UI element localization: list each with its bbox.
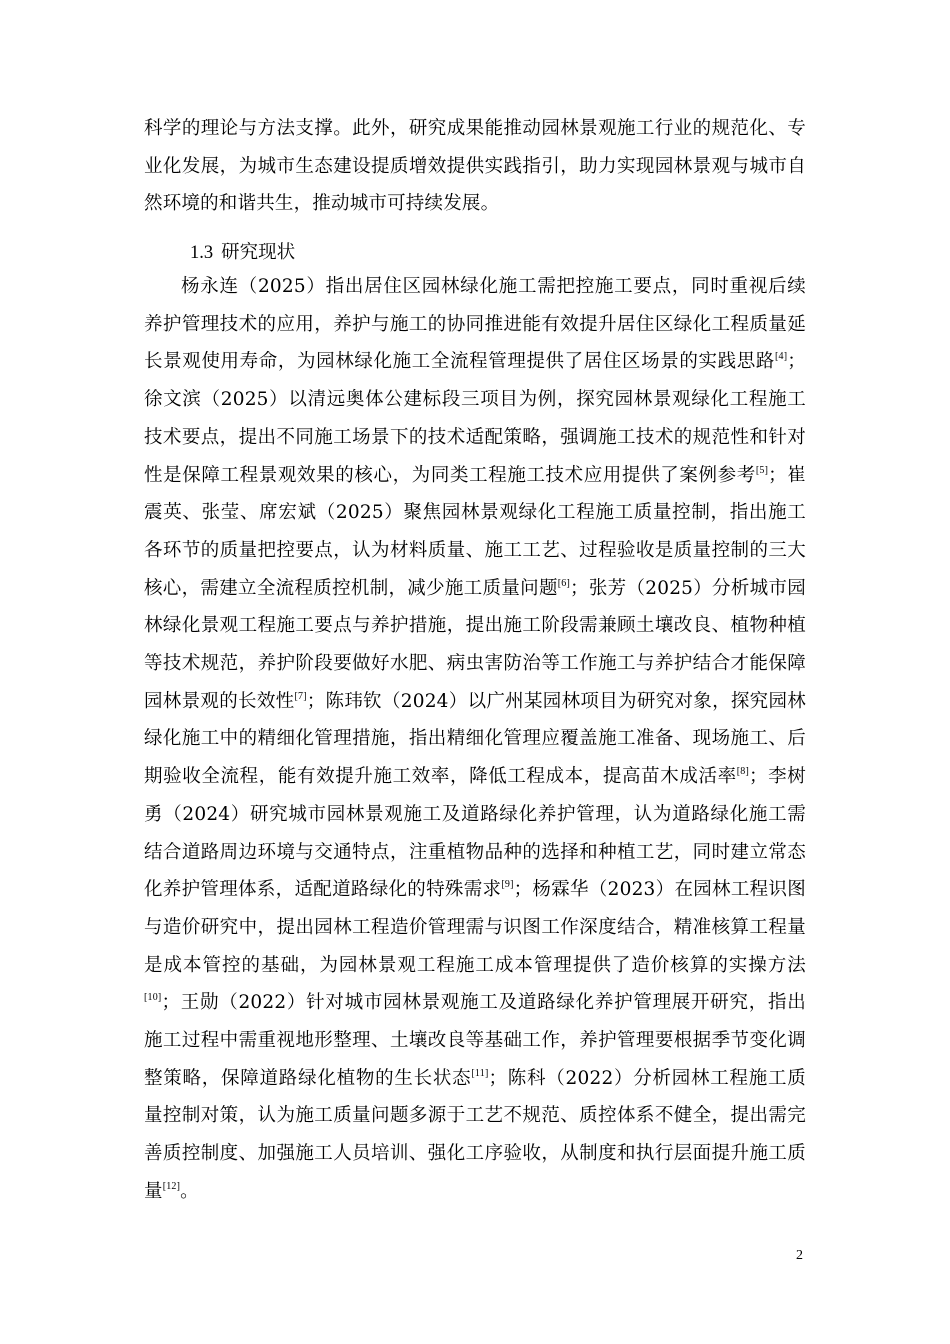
section-title: 研究现状 [221,242,296,263]
section-heading [190,238,295,268]
literature-review-paragraph [144,268,806,1211]
citation-ref: [5] [755,464,769,476]
citation-ref: [4] [775,351,788,363]
body-text: ；陈玮钦（2024）以广州某园林项目为研究对象，探究园林绿化施工中的精细化管理措施，指出精细化管理应覆盖施工准备、现场施工、后期验收全流程，能有效提升施工效率，降低工程成本，提高苗木成活率 [144,690,806,788]
body-text: ；崔震英、张莹、席宏斌（2025）聚焦园林景观绿化工程施工质量控制，指出施工各环节的质量把控要点，认为材料质量、施工工艺、过程验收是质量控制的三大核心，需建立全流程质控机制，减少施工质量问题 [144,464,806,599]
citation-ref: [10] [144,992,162,1004]
body-text: ；李树勇（2024）研究城市园林景观施工及道路绿化养护管理，认为道路绿化施工需结合道路周边环境与交通特点，注重植物品种的选择和种植工艺，同时建立常态化养护管理体系，适配道路绿化的特殊需求 [144,766,806,901]
body-text: ；张芳（2025）分析城市园林绿化景观工程施工要点与养护措施，提出施工阶段需兼顾土壤改良、植物种植等技术规范，养护阶段要做好水肥、病虫害防治等工作施工与养护结合才能保障园林景观的长效性 [144,577,806,712]
citation-ref: [7] [294,690,307,702]
body-text: ；陈科（2022）分析园林工程施工质量控制对策，认为施工质量问题多源于工艺不规范、质控体系不健全，提出需完善质控制度、加强施工人员培训、强化工序验收，从制度和执行层面提升施工质量 [144,1067,807,1202]
body-text: ；王勋（2022）针对城市园林景观施工及道路绿化养护管理展开研究，指出施工过程中需重视地形整理、土壤改良等基础工作，养护管理要根据季节变化调整策略，保障道路绿化植物的生长状态 [144,992,806,1089]
citation-ref: [12] [162,1180,181,1192]
citation-ref: [8] [736,766,750,778]
body-text: ；杨霖华（2023）在园林工程识图与造价研究中，提出园林工程造价管理需与识图工作深度结合，精准核算工程量是成本管控的基础，为园林景观工程施工成本管理提供了造价核算的实操方法 [144,879,806,976]
section-number: 1.3 [190,243,214,263]
intro-paragraph: 科学的理论与方法支撑。此外，研究成果能推动园林景观施工行业的规范化、专业化发展，为城市生态建设提质增效提供实践指引，助力实现园林景观与城市自然环境的和谐共生，推动城市可持续发展。 [144,118,806,215]
body-text: 杨永连（2025）指出居住区园林绿化施工需把控施工要点，同时重视后续养护管理技术的应用，养护与施工的协同推进能有效提升居住区绿化工程质量延长景观使用寿命，为园林绿化施工全流程管理提供了居住区场景的实践思路 [144,276,806,373]
citation-ref: [6] [557,577,571,589]
page-number: 2 [796,1248,803,1263]
citation-ref: [11] [471,1067,489,1079]
citation-ref: [9] [501,879,514,891]
body-text: 。 [180,1180,199,1202]
body-text: ；徐文滨（2025）以清远奥体公建标段三项目为例，探究园林景观绿化工程施工技术要点，提出不同施工场景下的技术适配策略，强调施工技术的规范性和针对性是保障工程景观效果的核心，为同类工程施工技术应用提供了案例参考 [144,351,806,486]
